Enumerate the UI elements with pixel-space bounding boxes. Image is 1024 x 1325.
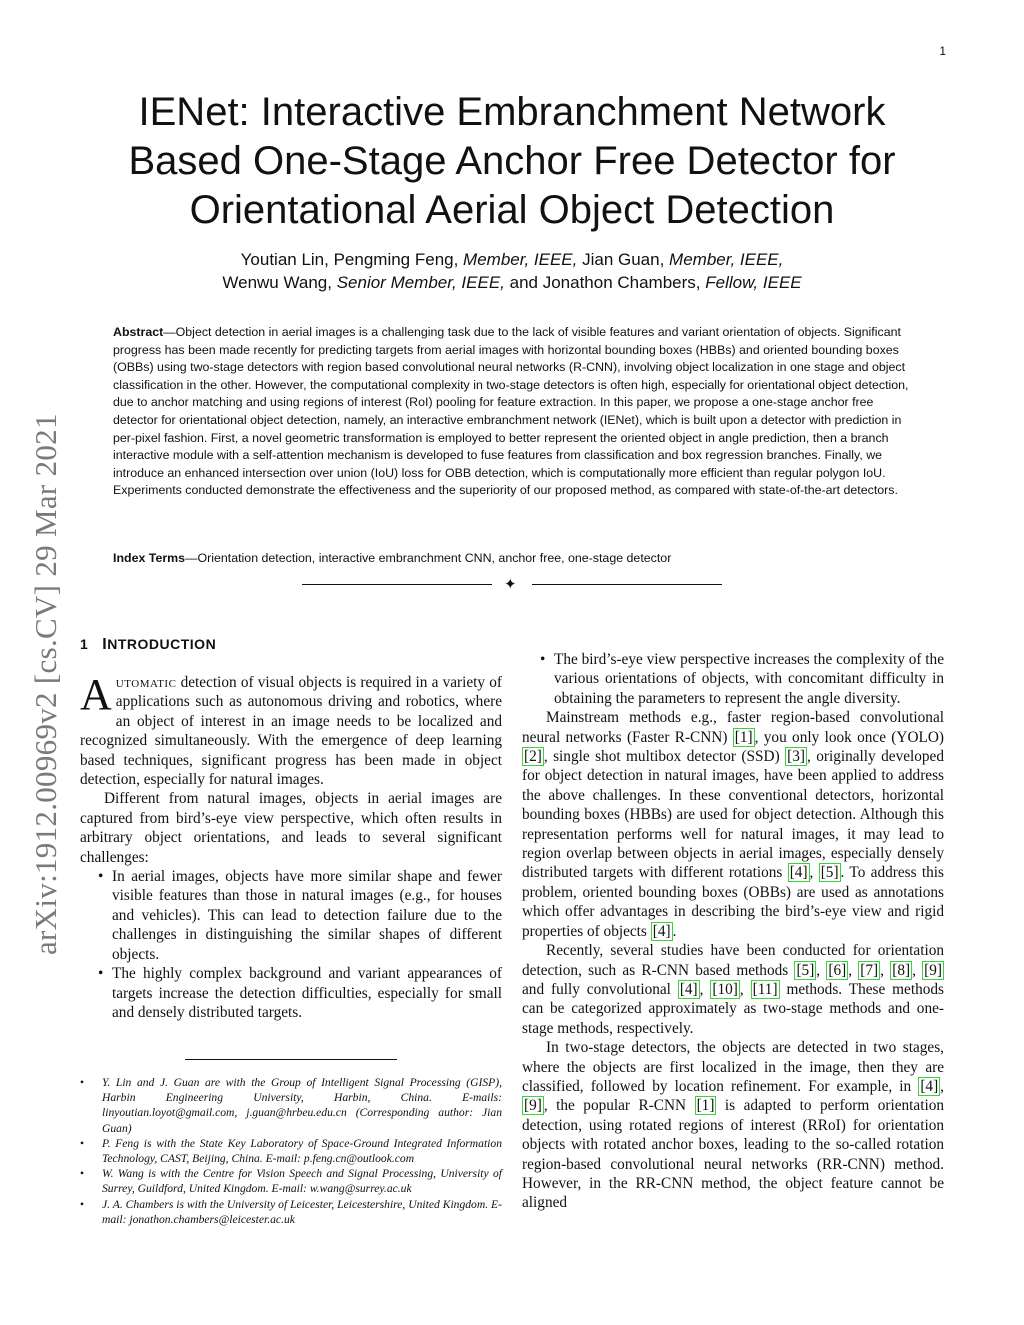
section-number: 1 [80, 636, 89, 652]
citation-link[interactable]: [3] [787, 748, 805, 766]
paragraph-text: , [699, 980, 711, 998]
paragraph-text: methods. These methods can be categorized approximately as two-stage methods and one-stage methods, respectively. [522, 980, 944, 1037]
paragraph-text: Mainstream methods e.g., faster region-based convolutional neural networks (Faster R-CNN) [522, 709, 944, 746]
intro-paragraph-4 [522, 941, 944, 1038]
footnote-item: • W. Wang is with the Centre for Vision Speech and Signal Processing, University of Surrey, Guildford, United Kingdom. E-mail: w.wang@surrey.ac.uk [80, 1166, 502, 1196]
author-role: Fellow, IEEE [705, 273, 802, 292]
intro-paragraph-5 [522, 1038, 944, 1213]
paragraph-text: and fully convolutional [522, 980, 678, 998]
paragraph-text: , [848, 961, 859, 979]
citation-link[interactable]: [8] [892, 961, 911, 979]
author-text: Youtian Lin, Pengming Feng, [240, 250, 464, 269]
page-number: 1 [939, 44, 946, 58]
left-column [80, 634, 502, 1022]
citation-link[interactable]: [1] [734, 728, 753, 746]
citation-link[interactable]: [10] [712, 980, 738, 998]
abstract-text: —Object detection in aerial images is a challenging task due to the lack of visible features and variant orientation of objects. Significant progress has been made recently for predicting targets from aerial images with horizontal bounding boxes (HBBs) and oriented bounding boxes (OBBs) using two-stage detectors with region based convolutional neural networks (R-CNN), involving object localization in one stage and object classification in the other. However, the computational complexity in two-stage detectors is often high, especially for orientational object detection, due to anchor matching and using regions of interest (RoI) pooling for feature extraction. In this paper, we propose a one-stage anchor free detector for orientational object detection, namely, an interactive embranchment network (IENet), which is built upon a detector with prediction in per-pixel fashion. First, a novel geometric transformation is employed to better represent the oriented object in angle prediction, then a branch interactive module with a self-attention mechanism is developed to fuse features from classification and box regression branches. Finally, we introduce an enhanced intersection over union (IoU) loss for OBB detection, which is computationally more efficient than regular polygon IoU. Experiments conducted demonstrate the effectiveness and the superiority of our proposed method, as compared with state-of-the-art detectors. [113, 325, 909, 498]
index-terms-text: —Orientation detection, interactive embranchment CNN, anchor free, one-stage detector [185, 551, 672, 565]
author-role: Member, IEEE, [463, 250, 578, 269]
paragraph-text: is adapted to perform orientation detection, using rotated regions of interest (RRoI) for orientation objects with rotated anchor boxes, leading to the so-called rotation region-based convolutional neural networks (RR-CNN) method. However, in the RR-CNN method, the object feature cannot be aligned [522, 1097, 944, 1212]
paragraph-text: , [940, 1077, 944, 1095]
citation-link[interactable]: [1] [696, 1097, 715, 1115]
title-line-2: Based One-Stage Anchor Free Detector for [128, 139, 896, 183]
citation-link[interactable]: [9] [524, 1097, 542, 1115]
paragraph-text: , originally developed for object detection in natural images, have been applied to address the above challenges. In these conventional detectors, horizontal bounding boxes (HBBs) are used for object detection. Although this representation performs well for natural images, it may lead to region overlap between objects in aerial images, especially densely distributed targets with different rotations [522, 748, 944, 882]
arxiv-stamp: arXiv:1912.00969v2 [cs.CV] 29 Mar 2021 [28, 413, 63, 955]
footnote-item: • Y. Lin and J. Guan are with the Group of Intelligent Signal Processing (GISP), Harbin Engineering University, Harbin, China. E-mails: linyoutian.loyot@gmail.com, j.guan@hrbeu.edu.cn (Corresponding author: Jian Guan) [80, 1075, 502, 1136]
intro-paragraph-2: Different from natural images, objects in aerial images are captured from bird’s-eye view perspective, which often results in arbitrary object orientations, and leads to several significant challenges: [80, 790, 502, 866]
author-role: Member, IEEE, [669, 250, 784, 269]
citation-link[interactable]: [9] [924, 961, 942, 979]
paragraph-text: , single shot multibox detector (SSD) [543, 748, 786, 766]
author-role: Senior Member, IEEE, [336, 273, 505, 292]
citation-link[interactable]: [7] [860, 961, 879, 979]
intro-paragraph-3 [522, 708, 944, 941]
author-footnotes [80, 1075, 502, 1227]
challenge-list-continued [522, 650, 944, 708]
citation-link[interactable]: [6] [828, 961, 847, 979]
challenge-list [80, 867, 502, 1022]
paragraph-text: Recently, several studies have been conducted for orientation detection, such as R-CNN based methods [522, 942, 944, 979]
paragraph-text: In two-stage detectors, the objects are detected in two stages, where the objects are first localized in the image, then they are classified, followed by location refinement. For example, in [522, 1039, 944, 1095]
citation-link[interactable]: [4] [679, 980, 698, 998]
footnote-rule [185, 1059, 397, 1060]
author-text: Wenwu Wang, [222, 273, 337, 292]
index-terms [113, 550, 913, 567]
citation-link[interactable]: [5] [820, 864, 839, 882]
paragraph-text: , [739, 980, 751, 998]
right-column [522, 650, 944, 1213]
drop-cap: A [80, 670, 112, 719]
section-title-initial: I [102, 636, 108, 653]
author-text: Jian Guan, [577, 250, 670, 269]
list-item: • In aerial images, objects have more similar shape and fewer visible features than those in natural images (e.g., for houses and vehicles). This can lead to detection failure due to the challenges in distinguishing the similar shapes of different objects. [112, 867, 502, 964]
paragraph-text: . To address this problem, oriented bounding boxes (OBBs) are used as annotations which offer advantages in describing the bird’s-eye view and rigid properties of objects [522, 864, 944, 940]
paragraph-text: , [880, 961, 891, 979]
section-title-rest: NTRODUCTION [107, 636, 217, 652]
author-list [80, 248, 944, 294]
separator-line-left [302, 584, 492, 585]
paragraph-text: . [672, 922, 677, 940]
separator-diamond-icon: ✦ [504, 575, 517, 593]
citation-link[interactable]: [4] [789, 864, 808, 882]
paragraph-text: , [816, 961, 827, 979]
smallcaps-word: utomatic [115, 674, 177, 691]
intro-paragraph-1 [80, 670, 502, 789]
citation-link[interactable]: [5] [796, 961, 815, 979]
paragraph-text: detection of visual objects is required in a variety of applications such as autonomous driving and robotics, where an object of interest in an image needs to be localized and recognized simultaneously. With the emergence of deep learning based techniques, significant progress has been made in object detection, especially for natural images. [80, 674, 502, 789]
paragraph-text: , [809, 864, 819, 882]
footnote-item: • P. Feng is with the State Key Laboratory of Space-Ground Integrated Information Technology, CAST, Beijing, China. E-mail: p.feng.cn@outlook.com [80, 1136, 502, 1166]
paragraph-text: , the popular R-CNN [543, 1097, 695, 1115]
citation-link[interactable]: [2] [524, 748, 542, 766]
section-separator [302, 575, 722, 593]
abstract [113, 324, 913, 500]
list-item: • The highly complex background and variant appearances of targets increase the detection difficulties, especially for small and densely distributed targets. [112, 964, 502, 1022]
title-line-1: IENet: Interactive Embranchment Network [138, 90, 886, 134]
separator-line-right [532, 584, 722, 585]
citation-link[interactable]: [11] [752, 980, 778, 998]
section-heading-introduction [80, 634, 502, 655]
paragraph-text: , [912, 961, 923, 979]
citation-link[interactable]: [4] [920, 1077, 939, 1095]
index-terms-label: Index Terms [113, 551, 186, 565]
author-text: and Jonathon Chambers, [504, 273, 706, 292]
footnote-item: • J. A. Chambers is with the University of Leicester, Leicestershire, United Kingdom. E-mail: jonathon.chambers@leicester.ac.uk [80, 1197, 502, 1227]
paper-title [80, 88, 944, 235]
abstract-label: Abstract [113, 325, 164, 339]
paragraph-text: , you only look once (YOLO) [754, 728, 944, 746]
title-line-3: Orientational Aerial Object Detection [189, 188, 835, 232]
list-item: • The bird’s-eye view perspective increases the complexity of the various orientations of objects, with concomitant difficulty in obtaining the parameters to represent the angle diversity. [554, 650, 944, 708]
citation-link[interactable]: [4] [652, 922, 671, 940]
